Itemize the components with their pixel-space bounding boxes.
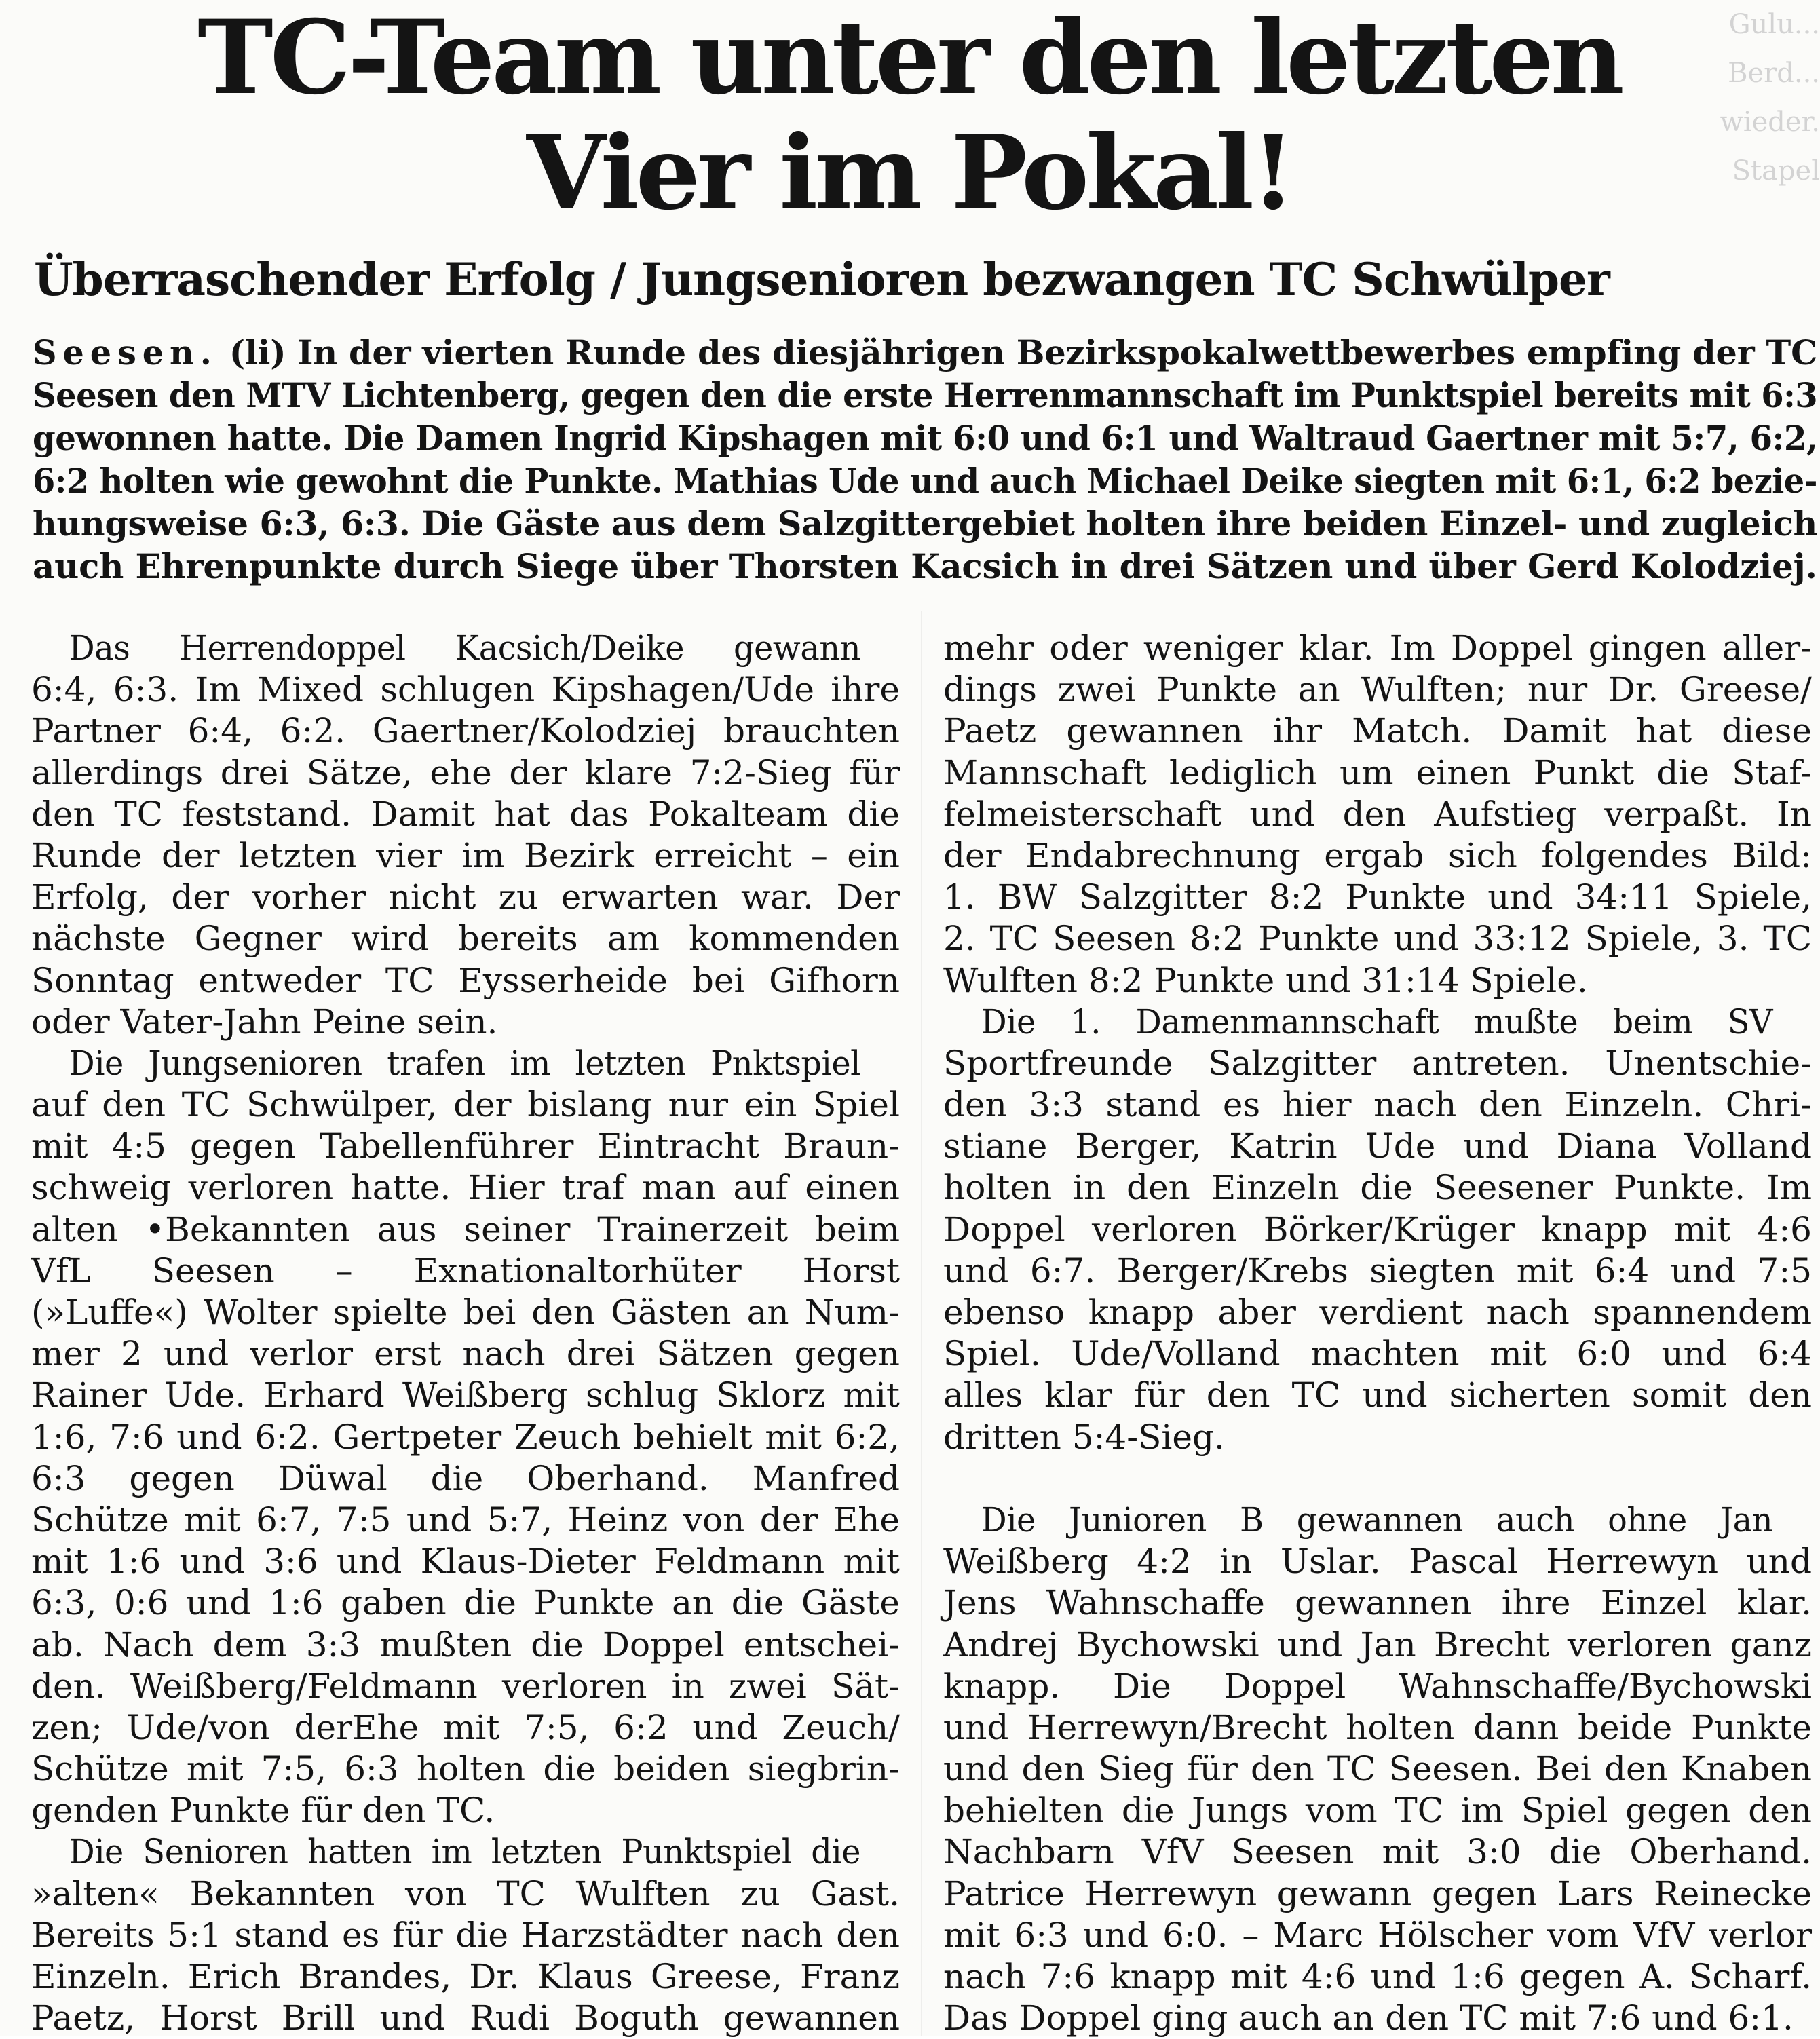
body-line: (»Luffe«) Wolter spielte bei den Gästen an Num-: [31, 1293, 900, 1332]
body-line: Runde der letzten vier im Bezirk erreicht – ein: [31, 835, 900, 875]
body-line: stiane Berger, Katrin Ude und Diana Volland: [943, 1126, 1812, 1166]
lede-line: auch Ehrenpunkte durch Siege über Thorsten Kacsich in drei Sätzen und über Gerd Kolodziej.: [33, 546, 1817, 586]
body-line: und 6:7. Berger/Krebs siegten mit 6:4 und 7:5: [943, 1251, 1812, 1291]
headline-line: Vier im Pokal!: [526, 113, 1293, 233]
body-line: den TC feststand. Damit hat das Pokalteam die: [31, 794, 900, 834]
lede-paragraph: [33, 331, 1817, 588]
body-line: Schütze mit 7:5, 6:3 holten die beiden siegbrin-: [31, 1749, 900, 1789]
lede-line-text: (li) In der vierten Runde des diesjährigen Bezirkspokalwettbewerbes empfing der TC: [229, 332, 1818, 373]
body-line: schweig verloren hatte. Hier traf man auf einen: [31, 1168, 900, 1208]
body-line: Die Junioren B gewannen auch ohne Jan: [981, 1500, 1773, 1540]
lede-line: Seesen den MTV Lichtenberg, gegen den die erste Herrenmannschaft im Punktspiel bereits mit 6:3: [33, 375, 1818, 415]
body-line: nächste Gegner wird bereits am kommenden: [31, 919, 900, 959]
headline: [95, 0, 1724, 231]
body-line: Die Jungsenioren trafen im letzten Pnktspiel: [69, 1043, 861, 1083]
subheadline: Überraschender Erfolg / Jungsenioren bezwangen TC Schwülper: [34, 253, 1610, 306]
body-line: knapp. Die Doppel Wahnschaffe/Bychowski: [943, 1666, 1812, 1706]
body-line: alten •Bekannten aus seiner Trainerzeit beim: [31, 1209, 900, 1249]
body-line: und Herrewyn/Brecht holten dann beide Punkte: [943, 1707, 1812, 1747]
body-line: holten in den Einzeln die Seesener Punkte. Im: [943, 1168, 1812, 1208]
body-line: 2. TC Seesen 8:2 Punkte und 33:12 Spiele, 3. TC: [943, 919, 1812, 959]
body-line: Partner 6:4, 6:2. Gaertner/Kolodziej brauchten: [31, 711, 900, 751]
body-line: Patrice Herrewyn gewann gegen Lars Reinecke: [943, 1873, 1812, 1913]
body-line: auf den TC Schwülper, der bislang nur ein Spiel: [31, 1085, 900, 1125]
headline-line: TC-Team unter den letzten: [197, 0, 1621, 117]
body-line: VfL Seesen – Exnationaltorhüter Horst: [31, 1251, 900, 1291]
body-line: Andrej Bychowski und Jan Brecht verloren ganz: [943, 1624, 1812, 1664]
body-line: ebenso knapp aber verdient nach spannendem: [943, 1293, 1812, 1332]
body-line: Jens Wahnschaffe gewannen ihre Einzel klar.: [943, 1583, 1812, 1623]
body-line: behielten die Jungs vom TC im Spiel gegen den: [943, 1791, 1812, 1831]
body-line: mer 2 und verlor erst nach drei Sätzen gegen: [31, 1334, 900, 1374]
body-line: nach 7:6 knapp mit 4:6 und 1:6 gegen A. Scharf.: [943, 1957, 1812, 1996]
body-line: mit 4:5 gegen Tabellenführer Eintracht Braun-: [31, 1126, 900, 1166]
body-line: felmeisterschaft und den Aufstieg verpaßt. In: [943, 794, 1812, 834]
lede-line: 6:2 holten wie gewohnt die Punkte. Mathias Ude und auch Michael Deike siegten mit 6:1, 6:2 bezie-: [33, 461, 1817, 501]
lede-line: gewonnen hatte. Die Damen Ingrid Kipshagen mit 6:0 und 6:1 und Waltraud Gaertner mit 5:7, 6:2,: [33, 418, 1818, 458]
body-line: mit 6:3 und 6:0. – Marc Hölscher vom VfV verlor: [943, 1915, 1812, 1955]
body-line: Erfolg, der vorher nicht zu erwarten war. Der: [31, 877, 900, 917]
lede-line: hungsweise 6:3, 6:3. Die Gäste aus dem Salzgittergebiet holten ihre beiden Einzel- und zugleich: [33, 503, 1817, 544]
body-line: Die Senioren hatten im letzten Punktspiel die: [69, 1832, 861, 1872]
body-line: Doppel verloren Börker/Krüger knapp mit 4:6: [943, 1209, 1812, 1249]
lede-line: [33, 331, 1818, 374]
body-line: Sportfreunde Salzgitter antreten. Unentschie-: [943, 1043, 1812, 1083]
body-line: und den Sieg für den TC Seesen. Bei den Knaben: [943, 1749, 1812, 1789]
body-line: Mannschaft lediglich um einen Punkt die Staf-: [943, 752, 1812, 793]
body-line: den 3:3 stand es hier nach den Einzeln. Chri-: [943, 1085, 1812, 1125]
body-line: der Endabrechnung ergab sich folgendes Bild:: [943, 835, 1812, 875]
body-line: Einzeln. Erich Brandes, Dr. Klaus Greese, Franz: [31, 1957, 900, 1996]
body-line: Paetz, Horst Brill und Rudi Boguth gewannen: [31, 1998, 900, 2038]
body-line: allerdings drei Sätze, ehe der klare 7:2-Sieg für: [31, 752, 900, 793]
body-line: 1. BW Salzgitter 8:2 Punkte und 34:11 Spiele,: [943, 877, 1812, 917]
bleed-line: Berd...: [1728, 58, 1820, 89]
body-line: alles klar für den TC und sicherten somit den: [943, 1375, 1812, 1415]
body-line: Die 1. Damenmannschaft mußte beim SV: [981, 1002, 1773, 1042]
body-line: dings zwei Punkte an Wulften; nur Dr. Greese/: [943, 670, 1812, 710]
body-line: Weißberg 4:2 in Uslar. Pascal Herrewyn und: [943, 1542, 1812, 1582]
body-line: 1:6, 7:6 und 6:2. Gertpeter Zeuch behielt mit 6:2,: [31, 1417, 900, 1457]
bleed-line: wieder. Stapel: [1720, 107, 1820, 187]
body-line: Nachbarn VfV Seesen mit 3:0 die Oberhand.: [943, 1832, 1812, 1872]
body-line: Spiel. Ude/Volland machten mit 6:0 und 6:4: [943, 1334, 1812, 1374]
body-column-right: [943, 628, 1812, 2039]
column-divider: [921, 611, 922, 2036]
body-line: ab. Nach dem 3:3 mußten die Doppel entschei-: [31, 1624, 900, 1664]
body-line: dritten 5:4-Sieg.: [943, 1417, 1225, 1457]
body-line: 6:4, 6:3. Im Mixed schlugen Kipshagen/Ude ihre: [31, 670, 900, 710]
body-line: 6:3 gegen Düwal die Oberhand. Manfred: [31, 1458, 900, 1498]
body-line: »alten« Bekannten von TC Wulften zu Gast.: [31, 1873, 900, 1913]
body-line: genden Punkte für den TC.: [31, 1791, 495, 1831]
body-line: Wulften 8:2 Punkte und 31:14 Spiele.: [943, 960, 1588, 1000]
body-line: zen; Ude/von derEhe mit 7:5, 6:2 und Zeuch/: [31, 1707, 900, 1747]
body-line: Paetz gewannen ihr Match. Damit hat diese: [943, 711, 1812, 751]
body-line: Schütze mit 6:7, 7:5 und 5:7, Heinz von der Ehe: [31, 1500, 900, 1540]
body-line: Rainer Ude. Erhard Weißberg schlug Sklorz mit: [31, 1375, 900, 1415]
body-line: Das Herrendoppel Kacsich/Deike gewann: [69, 628, 861, 668]
body-line: mehr oder weniger klar. Im Doppel gingen aller-: [943, 628, 1812, 668]
body-line: Das Doppel ging auch an den TC mit 7:6 und 6:1.: [943, 1998, 1794, 2038]
body-line: oder Vater-Jahn Peine sein.: [31, 1002, 498, 1042]
body-line: den. Weißberg/Feldmann verloren in zwei Sät-: [31, 1666, 900, 1706]
dateline: Seesen.: [33, 332, 218, 373]
body-line: Sonntag entweder TC Eysserheide bei Gifhorn: [31, 960, 900, 1000]
bleed-line: Gulu...: [1728, 9, 1820, 40]
body-column-left: [31, 628, 900, 2039]
body-line: Bereits 5:1 stand es für die Harzstädter nach den: [31, 1915, 900, 1955]
body-line: mit 1:6 und 3:6 und Klaus-Dieter Feldmann mit: [31, 1542, 900, 1582]
body-line: 6:3, 0:6 und 1:6 gaben die Punkte an die Gäste: [31, 1583, 900, 1623]
